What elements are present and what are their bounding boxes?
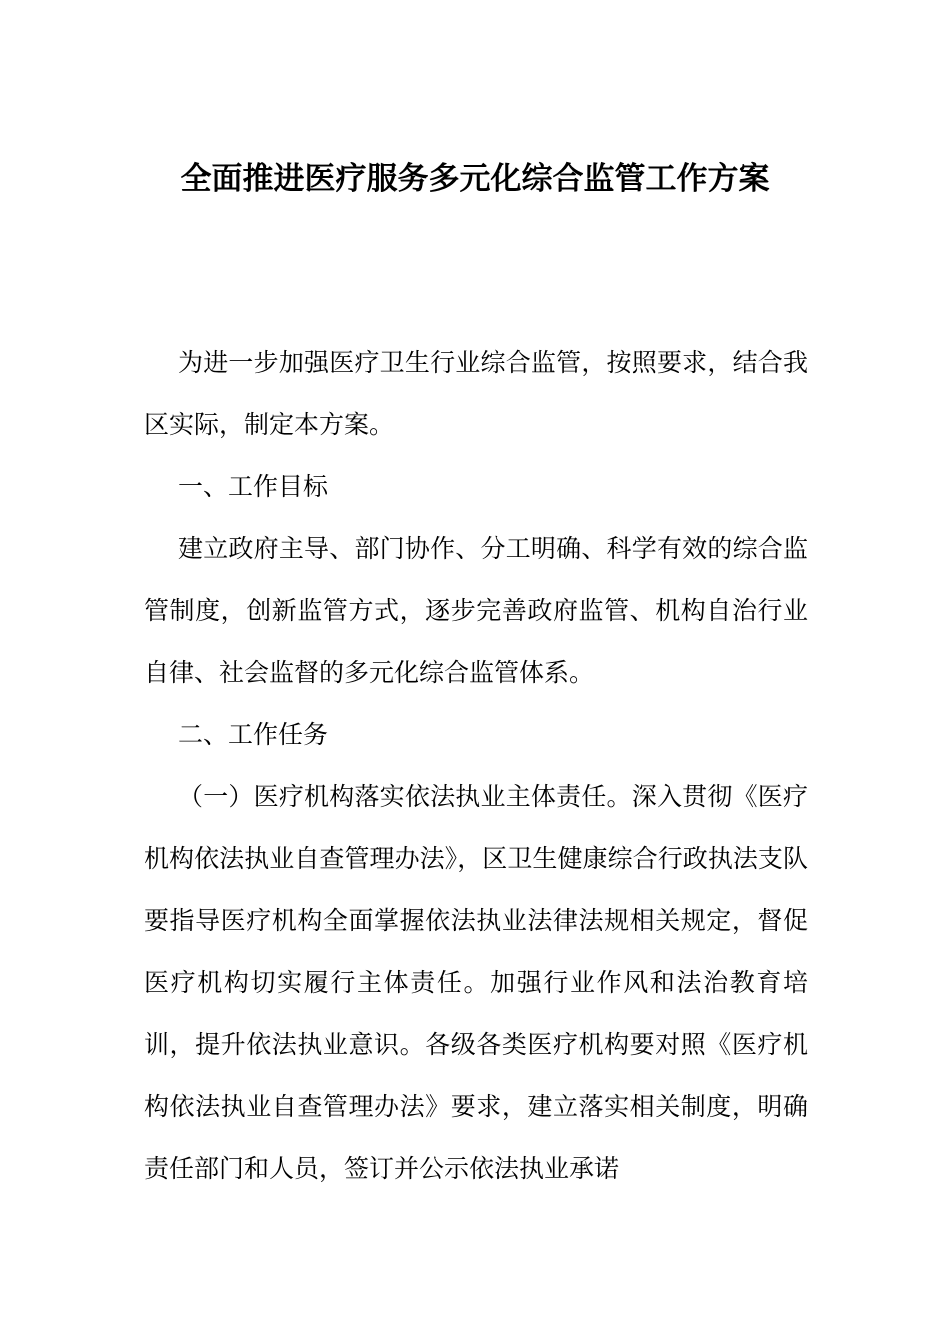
document-body [144,332,808,1200]
section-heading-goals: 一、工作目标 [178,472,329,501]
section-heading-tasks: 二、工作任务 [178,720,329,749]
paragraph-goals: 建立政府主导、部门协作、分工明确、科学有效的综合监管制度，创新监管方式，逐步完善政府监管、机构自治行业自律、社会监督的多元化综合监管体系。 [144,534,808,687]
paragraph-intro: 为进一步加强医疗卫生行业综合监管，按照要求，结合我区实际，制定本方案。 [144,348,808,439]
paragraph-task-1: （一）医疗机构落实依法执业主体责任。深入贯彻《医疗机构依法执业自查管理办法》，区卫生健康综合行政执法支队要指导医疗机构全面掌握依法执业法律法规相关规定，督促医疗机构切实履行主体责任。加强行业作风和法治教育培训，提升依法执业意识。各级各类医疗机构要对照《医疗机构依法执业自查管理办法》要求，建立落实相关制度，明确责任部门和人员，签订并公示依法执业承诺 [144,782,808,1183]
document-title: 全面推进医疗服务多元化综合监管工作方案 [180,161,770,197]
